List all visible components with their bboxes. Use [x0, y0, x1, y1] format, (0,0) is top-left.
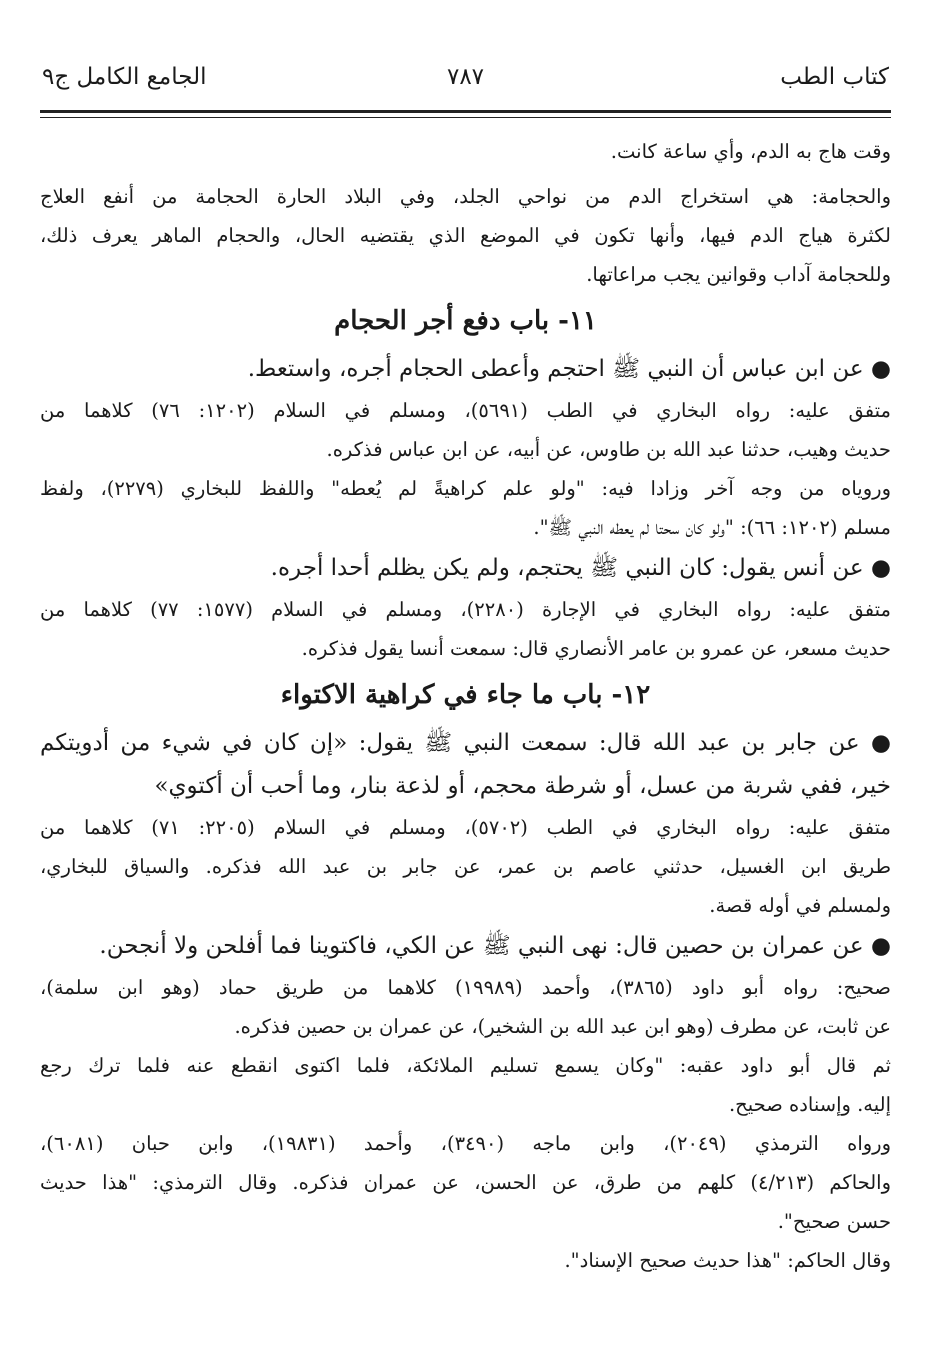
text-line: والحجامة: هي استخراج الدم من نواحي الجلد، وفي البلاد الحارة الحجامة من أنفع العلاج	[40, 185, 891, 208]
text-line: وللحجامة آداب وقوانين يجب مراعاتها.	[586, 263, 891, 286]
book-title: كتاب الطب	[780, 64, 889, 90]
text-line: خير، ففي شربة من عسل، أو شرطة محجم، أو لذعة بنار، وما أحب أن أكتوي»	[154, 773, 891, 799]
text-line: عن ثابت، عن مطرف (وهو ابن عبد الله بن الشخير)، عن عمران بن حصين فذكره.	[234, 1015, 891, 1038]
text-line: متفق عليه: رواه البخاري في الطب (٥٧٠٢)، ومسلم في السلام (٢٢٠٥: ٧١) كلاهما من	[40, 816, 891, 839]
text-line: ● عن ابن عباس أن النبي ﷺ احتجم وأعطى الحجام أجره، واستعط.	[247, 356, 891, 382]
text-line: حديث وهيب، حدثنا عبد الله بن طاوس، عن أبيه، عن ابن عباس فذكره.	[326, 438, 891, 461]
chapter-heading: ١١- باب دفع أجر الحجام	[334, 306, 597, 336]
text-line: ثم قال أبو داود عقبه: "وكان يسمع تسليم الملائكة، فلما اكتوى انقطع عنه فلما ترك رجع	[40, 1054, 891, 1077]
takhrij-note	[40, 1046, 891, 1124]
header-rule-thin	[40, 117, 891, 118]
text-line: طريق ابن الغسيل، حدثني عاصم بن عمر، عن جابر بن عبد الله فذكره. والسياق للبخاري،	[40, 855, 891, 878]
takhrij-note	[40, 391, 891, 469]
text-line: ورواه الترمذي (٢٠٤٩)، وابن ماجه (٣٤٩٠)، وأحمد (١٩٨٣١)، وابن حبان (٦٠٨١)،	[40, 1132, 891, 1155]
text-line: إليه. وإسناده صحيح.	[728, 1093, 891, 1116]
running-header	[40, 64, 891, 104]
text-line: حديث مسعر، عن عمرو بن عامر الأنصاري قال: سمعت أنسا يقول فذكره.	[301, 637, 891, 660]
text-line: صحيح: رواه أبو داود (٣٨٦٥)، وأحمد (١٩٩٨٩) كلاهما من طريق حماد (وهو ابن سلمة)،	[40, 976, 891, 999]
chapter-heading: ١٢- باب ما جاء في كراهية الاكتواء	[280, 680, 651, 710]
header-rule-thick	[40, 110, 891, 113]
text-line: ● عن جابر بن عبد الله قال: سمعت النبي ﷺ يقول: «إن كان في شيء من أدويتكم	[40, 730, 891, 756]
hadith-text	[40, 722, 891, 808]
hadith-text	[40, 348, 891, 391]
hadith-text	[40, 925, 891, 968]
text-line: والحاكم (٤/٢١٣) كلهم من طرق، عن الحسن، عن عمران فذكره. وقال الترمذي: "هذا حديث	[40, 1171, 891, 1194]
text-line: متفق عليه: رواه البخاري في الإجارة (٢٢٨٠)، ومسلم في السلام (١٥٧٧: ٧٧) كلاهما من	[40, 598, 891, 621]
text-line: مسلم (١٢٠٢: ٦٦): "ولو كان سحتا لم يعطه النبي ﷺ".	[533, 516, 891, 539]
text-line: وقت هاج به الدم، وأي ساعة كانت.	[610, 140, 891, 163]
takhrij-note	[40, 808, 891, 925]
takhrij-note	[40, 469, 891, 547]
page-body	[40, 132, 891, 1280]
text-line: لكثرة هياج الدم فيها، وأنها تكون في الموضع الذي يقتضيه الحال، والحجام الماهر يعرف ذلك،	[40, 224, 891, 247]
takhrij-note	[40, 590, 891, 668]
page-number: ٧٨٧	[446, 64, 485, 90]
text-line: وروياه من وجه آخر وزادا فيه: "ولو علم كراهيةً لم يُعطه" واللفظ للبخاري (٢٢٧٩)، ولفظ	[40, 477, 891, 500]
text-line: وقال الحاكم: "هذا حديث صحيح الإسناد".	[564, 1249, 891, 1272]
takhrij-note	[40, 1241, 891, 1280]
text-line: ● عن أنس يقول: كان النبي ﷺ يحتجم، ولم يكن يظلم أحدا أجره.	[270, 555, 891, 581]
hadith-text	[40, 547, 891, 590]
text-line: حسن صحيح".	[777, 1210, 891, 1233]
text-line: ولمسلم في أوله قصة.	[709, 894, 891, 917]
paragraph	[40, 177, 891, 294]
work-title: الجامع الكامل ج٩	[42, 64, 207, 90]
takhrij-note	[40, 968, 891, 1046]
text-line: متفق عليه: رواه البخاري في الطب (٥٦٩١)، ومسلم في السلام (١٢٠٢: ٧٦) كلاهما من	[40, 399, 891, 422]
takhrij-note	[40, 1124, 891, 1241]
paragraph	[40, 132, 891, 171]
text-line: ● عن عمران بن حصين قال: نهى النبي ﷺ عن الكي، فاكتوينا فما أفلحن ولا أنجحن.	[99, 933, 891, 959]
